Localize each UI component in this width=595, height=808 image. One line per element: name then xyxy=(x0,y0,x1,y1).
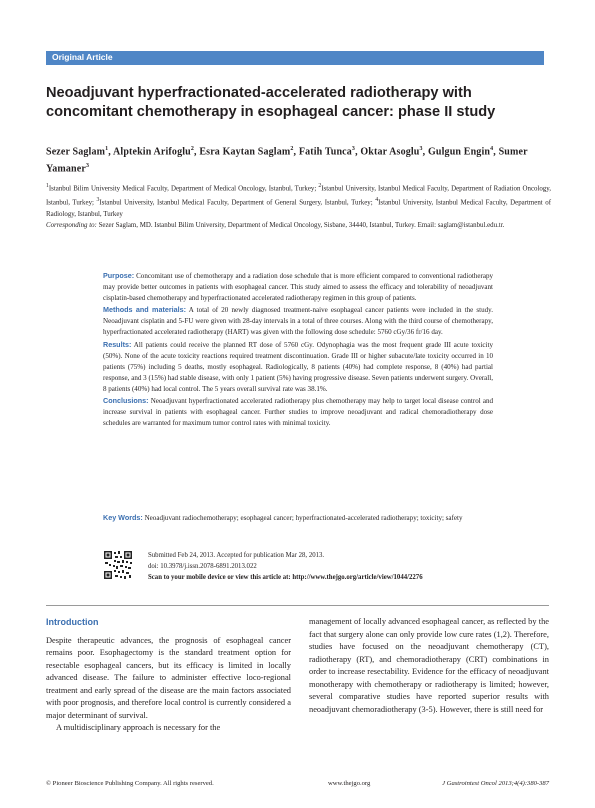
results-label: Results: xyxy=(103,339,132,349)
body-column-left xyxy=(46,616,291,735)
author-list: Sezer Saglam$^1$, Alptekin Arifoglu$^2$, Esra Kaytan Saglam$^2$, Fatih Tunca$^3$, Oktar Asoglu$^3$, Gulgun Engin$^4$, Sumer Yamaner$^3$ xyxy=(46,146,528,175)
methods-text: A total of 20 newly diagnosed treatment-naive esophageal cancer patients were included in the study. Neoadjuvant cisplatin and 5-FU were given with 28-day intervals in a total of three courses. Along with the third course of chemotherapy, hyperfractionated accelerated radiotherapy (HART) was given with the following dose schedule: 5760 cGy/36 fr/16 day. xyxy=(103,306,494,337)
author-name: Esra Kaytan Saglam xyxy=(199,146,291,158)
purpose-label: Purpose: xyxy=(103,271,135,280)
intro-paragraph-2: A multidisciplinary approach is necessary for the xyxy=(56,723,221,732)
author-name: Gulgun Engin xyxy=(427,146,491,158)
author-name: Alptekin Arifoglu xyxy=(113,146,191,158)
author-affiliation-mark: 2 xyxy=(290,146,294,152)
conclusions-label: Conclusions: xyxy=(103,396,149,406)
col2-paragraph-1: management of locally advanced esophageal cancer, as reflected by the fact that surgery alone can only provide low cure rates (1,2). Therefore, studies have focused on the neoadjuvant chemotherapy (CT), radiotherapy (RT), and chemoradiotherapy (CRT) combinations in order to increase resectability. Evidence for the efficacy of neoadjuvant monotherapy with chemotherapy or radiotherapy is limited; however, several comparative studies have reported superior results with neoadjuvant chemoradiotherapy (3-5). However, there is still need for xyxy=(309,617,549,714)
author-affiliation-mark: 1 xyxy=(105,146,109,152)
corresponding-text: Sezer Saglam, MD. Istanbul Bilim University, Department of Medical Oncology, Sisbane, 34440, Istanbul, Turkey. Email: saglam@istanbul.edu.tr. xyxy=(98,222,505,230)
author-name: Sumer Yamaner xyxy=(46,146,528,175)
submission-dates: Submitted Feb 24, 2013. Accepted for publication Mar 28, 2013. xyxy=(148,552,325,559)
footer-citation: J Gastrointest Oncol 2013;4(4):380-387 xyxy=(442,780,549,787)
corresponding-label: Corresponding to: xyxy=(46,222,97,230)
footer-site[interactable]: www.thejgo.org xyxy=(328,780,371,787)
author-affiliation-mark: 2 xyxy=(190,146,195,152)
article-type-label: Original Article xyxy=(52,52,113,62)
article-type-banner xyxy=(46,51,544,65)
page-footer xyxy=(46,780,549,792)
submission-info xyxy=(148,550,498,583)
footer-copyright: © Pioneer Bioscience Publishing Company. All rights reserved. xyxy=(46,780,214,787)
body-column-right xyxy=(309,616,549,716)
qr-code-icon[interactable] xyxy=(103,550,133,580)
keywords xyxy=(103,512,493,525)
author-name: Sezer Saglam xyxy=(46,146,106,158)
conclusions-text: Neoadjuvant hyperfractionated accelerated radiotherapy plus chemotherapy may help to target local disease control and increase survival in patients with esophageal cancer. Further studies to improve neoadjuvant and radical chemoradiotherapy dose schedules are warranted for maximum tumor control rates with minimal toxicity. xyxy=(103,397,494,428)
methods-label: Methods and materials: xyxy=(103,305,187,315)
keywords-text: Neoadjuvant radiochemotherapy; esophageal cancer; hyperfractionated-accelerated radiotherapy; toxicity; safety xyxy=(144,514,463,522)
doi[interactable]: doi: 10.3978/j.issn.2078-6891.2013.022 xyxy=(148,563,257,570)
affiliation-1: Istanbul Bilim University Medical Faculty, Department of Medical Oncology, Istanbul, Turkey; xyxy=(48,185,317,193)
introduction-heading: Introduction xyxy=(46,617,99,627)
affiliations: $^1$Istanbul Bilim University Medical Faculty, Department of Medical Oncology, Istanbul, Turkey; $^2$Istanbul University, Istanbul Medical Faculty, Department of Radiation Oncology, Istanbul, Turkey; $^3$Istanbul University, Istanbul Medical Faculty, Department of General Surgery, Istanbul, Turkey; $^4$Istanbul University, Istanbul Medical Faculty, Department of Radiology, Istanbul, Turkey Corresponding to: Sezer Saglam, MD. Istanbul Bilim University, Department of Medical Oncology, Sisbane, 34440, Istanbul, Turkey. Email: saglam@istanbul.edu.tr. xyxy=(46,183,551,230)
abstract xyxy=(103,270,493,429)
affiliation-4: Istanbul University, Istanbul Medical Faculty, Department of Radiology, Istanbul, Turkey xyxy=(46,199,551,218)
author-affiliation-mark: 4 xyxy=(490,146,494,152)
author-name: Fatih Tunca xyxy=(298,146,352,158)
affiliation-3: Istanbul University, Istanbul Medical Faculty, Department of General Surgery, Istanbul, Turkey; xyxy=(99,199,373,207)
author-name: Oktar Asoglu xyxy=(360,146,420,158)
keywords-label: Key Words: xyxy=(103,513,143,522)
results-text: All patients could receive the planned RT dose of 5760 cGy. Odynophagia was the most frequent grade III acute toxicity (50%). None of the acute toxicity reactions required treatment discontinuation. Grade III or higher subacute/late toxicity occurred in 10 patients (75%) including 5 deaths, mostly esophageal. Radiologically, 8 patients (40%) had complete response, 8 (40%) had partial response, and 3 (15%) had stable disease, with only 1 patient (5%) having progressive disease. Seven patients underwent surgery. Overall, 8 patients (40%) had local control. The 5 years overall survival rate was 38.1%. xyxy=(103,340,493,393)
article-title: Neoadjuvant hyperfractionated-accelerated radiotherapy with concomitant chemotherapy in esophageal cancer: phase II study xyxy=(46,85,496,120)
section-divider xyxy=(46,605,549,606)
intro-paragraph-1: Despite therapeutic advances, the prognosis of esophageal cancer remains poor. Esophagectomy is the standard treatment option for resectable esophageal cancers, but its efficacy is limited in locally advanced disease. The failure to administer effective loco-regional treatment and early spread of the disease are the main factors associated with poor prognosis, and therefore local control is currently considered a major determinant of survival. xyxy=(46,635,291,720)
author-affiliation-mark: 3 xyxy=(85,163,90,170)
article-link[interactable]: Scan to your mobile device or view this article at: http://www.thejgo.org/article/view/1044/2276 xyxy=(148,574,423,581)
purpose-text: Concomitant use of chemotherapy and a radiation dose schedule that is more efficient compared to conventional radiotherapy may provide better outcomes in patients with esophageal cancer. This study aimed to assess the efficacy and tolerability of neoadjuvant cisplatin-based chemotherapy and hyperfractionated accelerated radiotherapy regimen in this group of patients. xyxy=(103,272,493,303)
author-affiliation-mark: 3 xyxy=(419,146,423,152)
author-affiliation-mark: 3 xyxy=(351,146,356,152)
affiliation-2: Istanbul University, Istanbul Medical Faculty, Department of Radiation Oncology, Istanbul, Turkey; xyxy=(46,185,551,207)
